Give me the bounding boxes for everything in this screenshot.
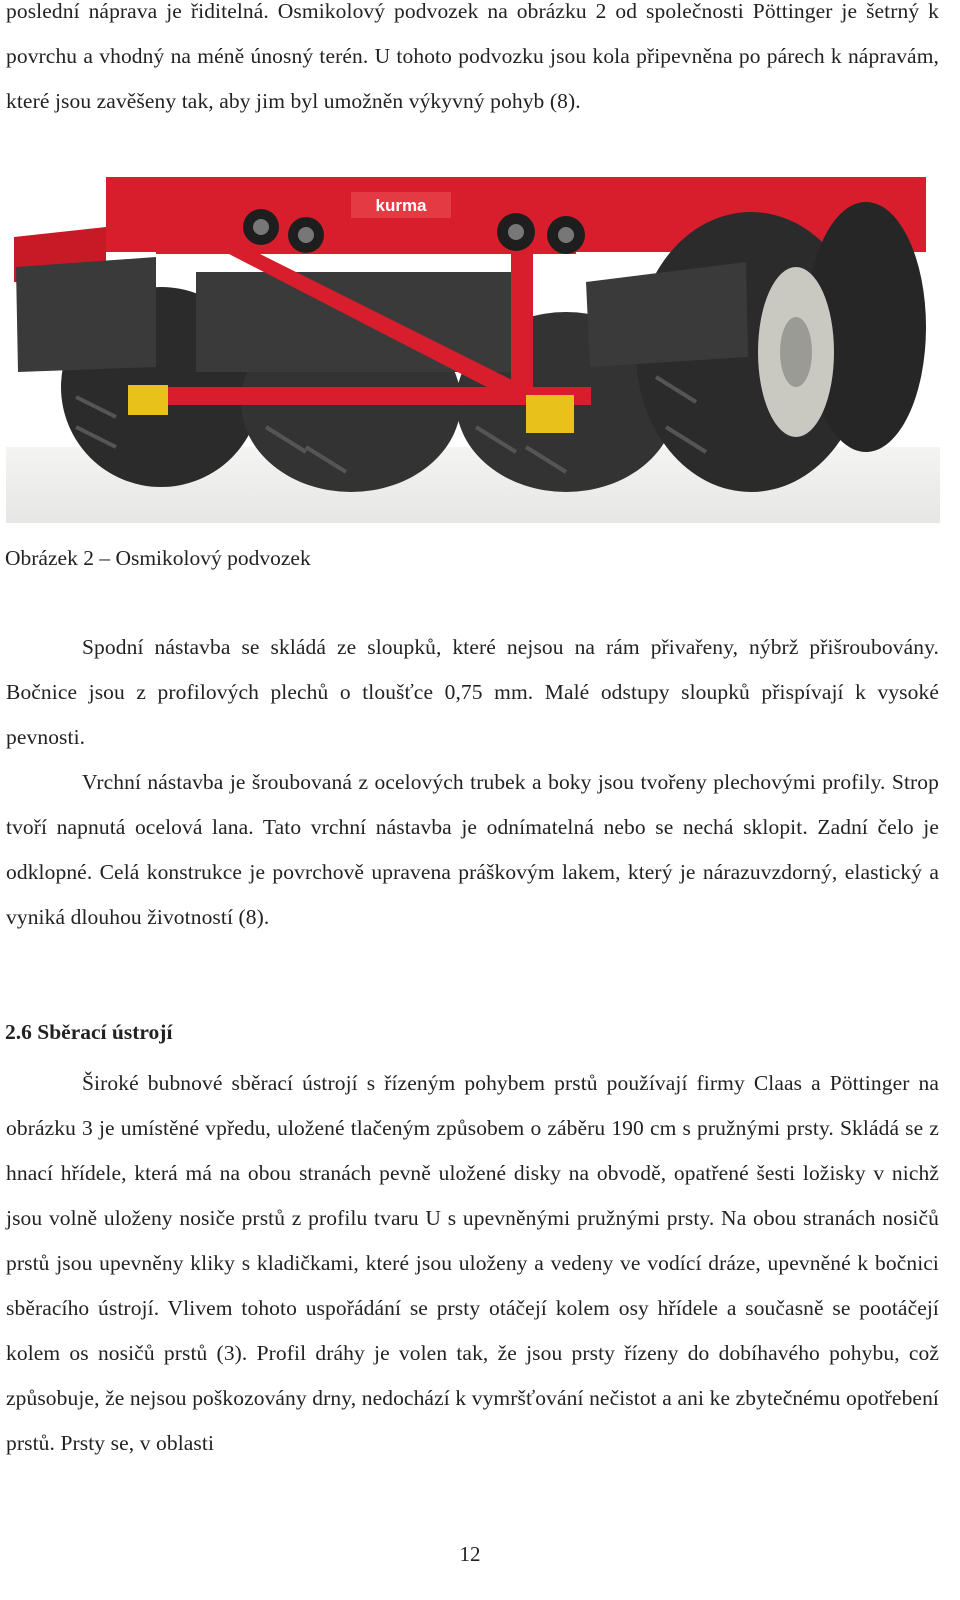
mudflap-left bbox=[16, 257, 156, 372]
paragraph-lower-body: Spodní nástavba se skládá ze sloupků, které nejsou na rám přivařeny, nýbrž přišroubovány. Bočnice jsou z profilových plechů o tloušťce 0,75 mm. Malé odstupy sloupků přispívají k vysoké pevnosti. bbox=[6, 635, 939, 749]
section-heading: 2.6 Sběrací ústrojí bbox=[5, 1020, 173, 1044]
page-number: 12 bbox=[459, 1542, 481, 1566]
wheel-hub bbox=[780, 317, 812, 387]
paragraph-chassis-intro: poslední náprava je řiditelná. Osmikolový podvozek na obrázku 2 od společnosti Pöttinger je šetrný k povrchu a vhodný na méně únosný terén. U tohoto podvozku jsou kola připevněna po párech k nápravám, které jsou zavěšeny tak, aby jim byl umožněn výkyvný pohyb (8). bbox=[6, 0, 939, 113]
figure-caption: Obrázek 2 – Osmikolový podvozek bbox=[5, 546, 311, 570]
chassis-photo bbox=[6, 177, 940, 523]
paragraph-upper-body: Vrchní nástavba je šroubovaná z ocelových trubek a boky jsou tvořeny plechovými profily. Strop tvoří napnutá ocelová lana. Tato vrchní nástavba je odnímatelná nebo se nechá sklopit. Zadní čelo je odklopné. Celá konstrukce je povrchově upravena práškovým lakem, který je nárazuvzdorný, elastický a vyniká dlouhou životností (8). bbox=[6, 770, 939, 929]
brand-logo: kurma bbox=[375, 196, 427, 215]
yellow-bracket-left bbox=[128, 385, 168, 415]
paragraph-pickup: Široké bubnové sběrací ústrojí s řízeným pohybem prstů používají firmy Claas a Pöttinger na obrázku 3 je umístěné vpředu, uložené tlačeným způsobem o záběru 190 cm s pružnými prsty. Skládá se z hnací hřídele, která má na obou stranách pevně uložené disky na obvodě, opatřené šesti ložisky v nichž jsou volně uloženy nosiče prstů z profilu tvaru U s upevněnými pružnými prsty. Na obou stranách nosičů prstů jsou upevněny kliky s kladičkami, které jsou uloženy a vedeny ve vodící dráze, upevněné k bočnici sběracího ústrojí. Vlivem tohoto uspořádání se prsty otáčejí kolem osy hřídele a současně se pootáčejí kolem os nosičů prstů (3). Profil dráhy je volen tak, že jsou prsty řízeny do dobíhavého pohybu, což způsobuje, že nejsou poškozovány drny, nedochází k vymršťování nečistot a ani ke zbytečnému opotřebení prstů. Prsty se, v oblasti bbox=[6, 1071, 939, 1455]
yellow-bracket-right bbox=[526, 395, 574, 433]
mudflap-center bbox=[196, 272, 516, 372]
